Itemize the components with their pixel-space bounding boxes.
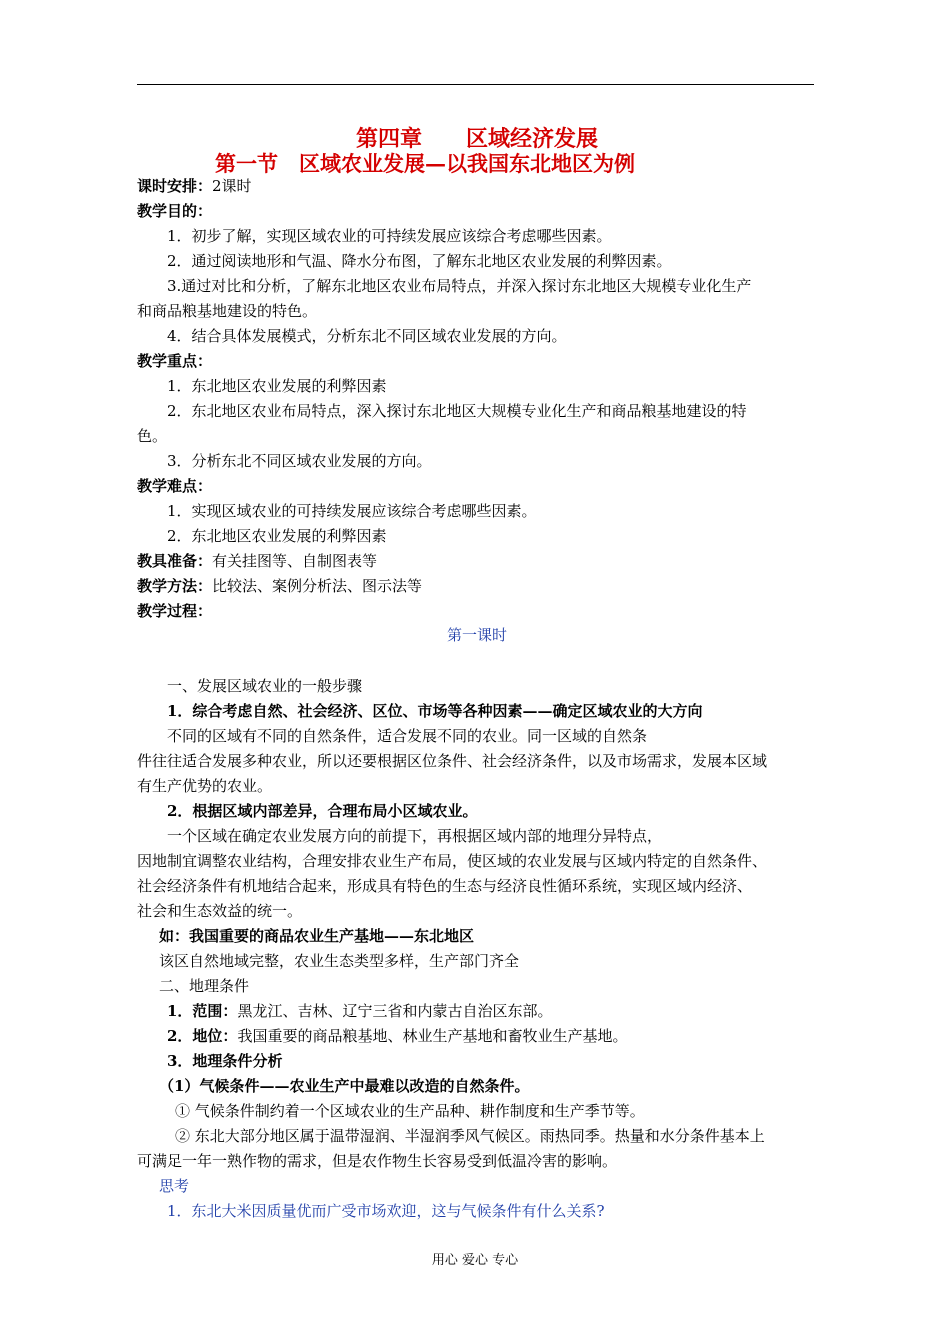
analysis-heading: 3．地理条件分析 — [167, 1052, 283, 1070]
footer-text: 用心 爱心 专心 — [431, 1253, 519, 1268]
question-1: 1．东北大米因质量优而广受市场欢迎，这与气候条件有什么关系? — [167, 1202, 605, 1220]
status-line — [167, 1026, 627, 1046]
para-1: 有生产优势的农业。 — [137, 777, 273, 795]
schedule-line — [137, 176, 252, 196]
difficult-label: 教学难点： — [137, 477, 213, 495]
process-label: 教学过程： — [137, 602, 213, 620]
schedule-value: 2课时 — [212, 177, 252, 195]
tools-label: 教具准备： — [137, 552, 213, 570]
climate-heading: （1）气候条件——农业生产中最难以改造的自然条件。 — [159, 1077, 530, 1095]
tools-value: 有关挂图等、自制图表等 — [212, 552, 378, 570]
key-item-cont: 色。 — [137, 427, 168, 445]
key-item: 3．分析东北不同区域农业发展的方向。 — [167, 452, 432, 470]
status-label: 2．地位： — [167, 1027, 238, 1045]
aim-item: 1．初步了解，实现区域农业的可持续发展应该综合考虑哪些因素。 — [167, 227, 612, 245]
scope-line — [167, 1001, 552, 1021]
example: 如：我国重要的商品农业生产基地——东北地区 — [159, 927, 475, 945]
lesson-heading: 第一课时 — [446, 626, 507, 644]
method-label: 教学方法： — [137, 577, 213, 595]
key-label: 教学重点： — [137, 352, 213, 370]
heading-conditions: 二、地理条件 — [159, 977, 250, 995]
climate-point: ① 气候条件制约着一个区域农业的生产品种、耕作制度和生产季节等。 — [175, 1102, 645, 1120]
para-2: 社会和生态效益的统一。 — [137, 902, 303, 920]
aim-item: 3.通过对比和分析，了解东北地区农业布局特点，并深入探讨东北地区大规模专业化生产 — [167, 277, 752, 295]
method-line — [137, 576, 422, 596]
para-1: 件往往适合发展多种农业，所以还要根据区位条件、社会经济条件，以及市场需求，发展本区域 — [137, 752, 768, 770]
example-desc: 该区自然地域完整，农业生态类型多样，生产部门齐全 — [159, 952, 520, 970]
think-label: 思考 — [159, 1177, 190, 1195]
method-value: 比较法、案例分析法、图示法等 — [212, 577, 423, 595]
tools-line — [137, 551, 377, 571]
para-1: 不同的区域有不同的自然条件，适合发展不同的农业。同一区域的自然条 — [167, 727, 648, 745]
schedule-label: 课时安排： — [137, 177, 213, 195]
aim-item: 4．结合具体发展模式，分析东北不同区域农业发展的方向。 — [167, 327, 567, 345]
aim-item: 2．通过阅读地形和气温、降水分布图，了解东北地区农业发展的利弊因素。 — [167, 252, 672, 270]
para-2: 社会经济条件有机地结合起来，形成具有特色的生态与经济良性循环系统，实现区域内经济、 — [137, 877, 753, 895]
difficult-item: 1．实现区域农业的可持续发展应该综合考虑哪些因素。 — [167, 502, 537, 520]
key-item: 2．东北地区农业布局特点，深入探讨东北地区大规模专业化生产和商品粮基地建设的特 — [167, 402, 747, 420]
climate-point: ② 东北大部分地区属于温带湿润、半湿润季风气候区。雨热同季。热量和水分条件基本上 — [175, 1127, 765, 1145]
step-1: 1．综合考虑自然、社会经济、区位、市场等各种因素——确定区域农业的大方向 — [167, 702, 703, 720]
step-2: 2．根据区域内部差异，合理布局小区域农业。 — [167, 802, 478, 820]
para-2: 因地制宜调整农业结构，合理安排农业生产布局，使区域的农业发展与区域内特定的自然条件、 — [137, 852, 768, 870]
para-2: 一个区域在确定农业发展方向的前提下，再根据区域内部的地理分异特点， — [167, 827, 663, 845]
header-rule — [137, 84, 814, 85]
difficult-item: 2．东北地区农业发展的利弊因素 — [167, 527, 387, 545]
heading-steps: 一、发展区域农业的一般步骤 — [167, 677, 363, 695]
status-value: 我国重要的商品粮基地、林业生产基地和畜牧业生产基地。 — [237, 1027, 628, 1045]
chapter-title: 第四章 区域经济发展 — [355, 126, 598, 152]
climate-point-cont: 可满足一年一熟作物的需求，但是农作物生长容易受到低温冷害的影响。 — [137, 1152, 618, 1170]
key-item: 1．东北地区农业发展的利弊因素 — [167, 377, 387, 395]
scope-value: 黑龙江、吉林、辽宁三省和内蒙古自治区东部。 — [237, 1002, 553, 1020]
scope-label: 1．范围： — [167, 1002, 238, 1020]
aim-item-cont: 和商品粮基地建设的特色。 — [137, 302, 318, 320]
section-title: 第一节 区域农业发展—以我国东北地区为例 — [215, 151, 635, 176]
aims-label: 教学目的： — [137, 202, 213, 220]
